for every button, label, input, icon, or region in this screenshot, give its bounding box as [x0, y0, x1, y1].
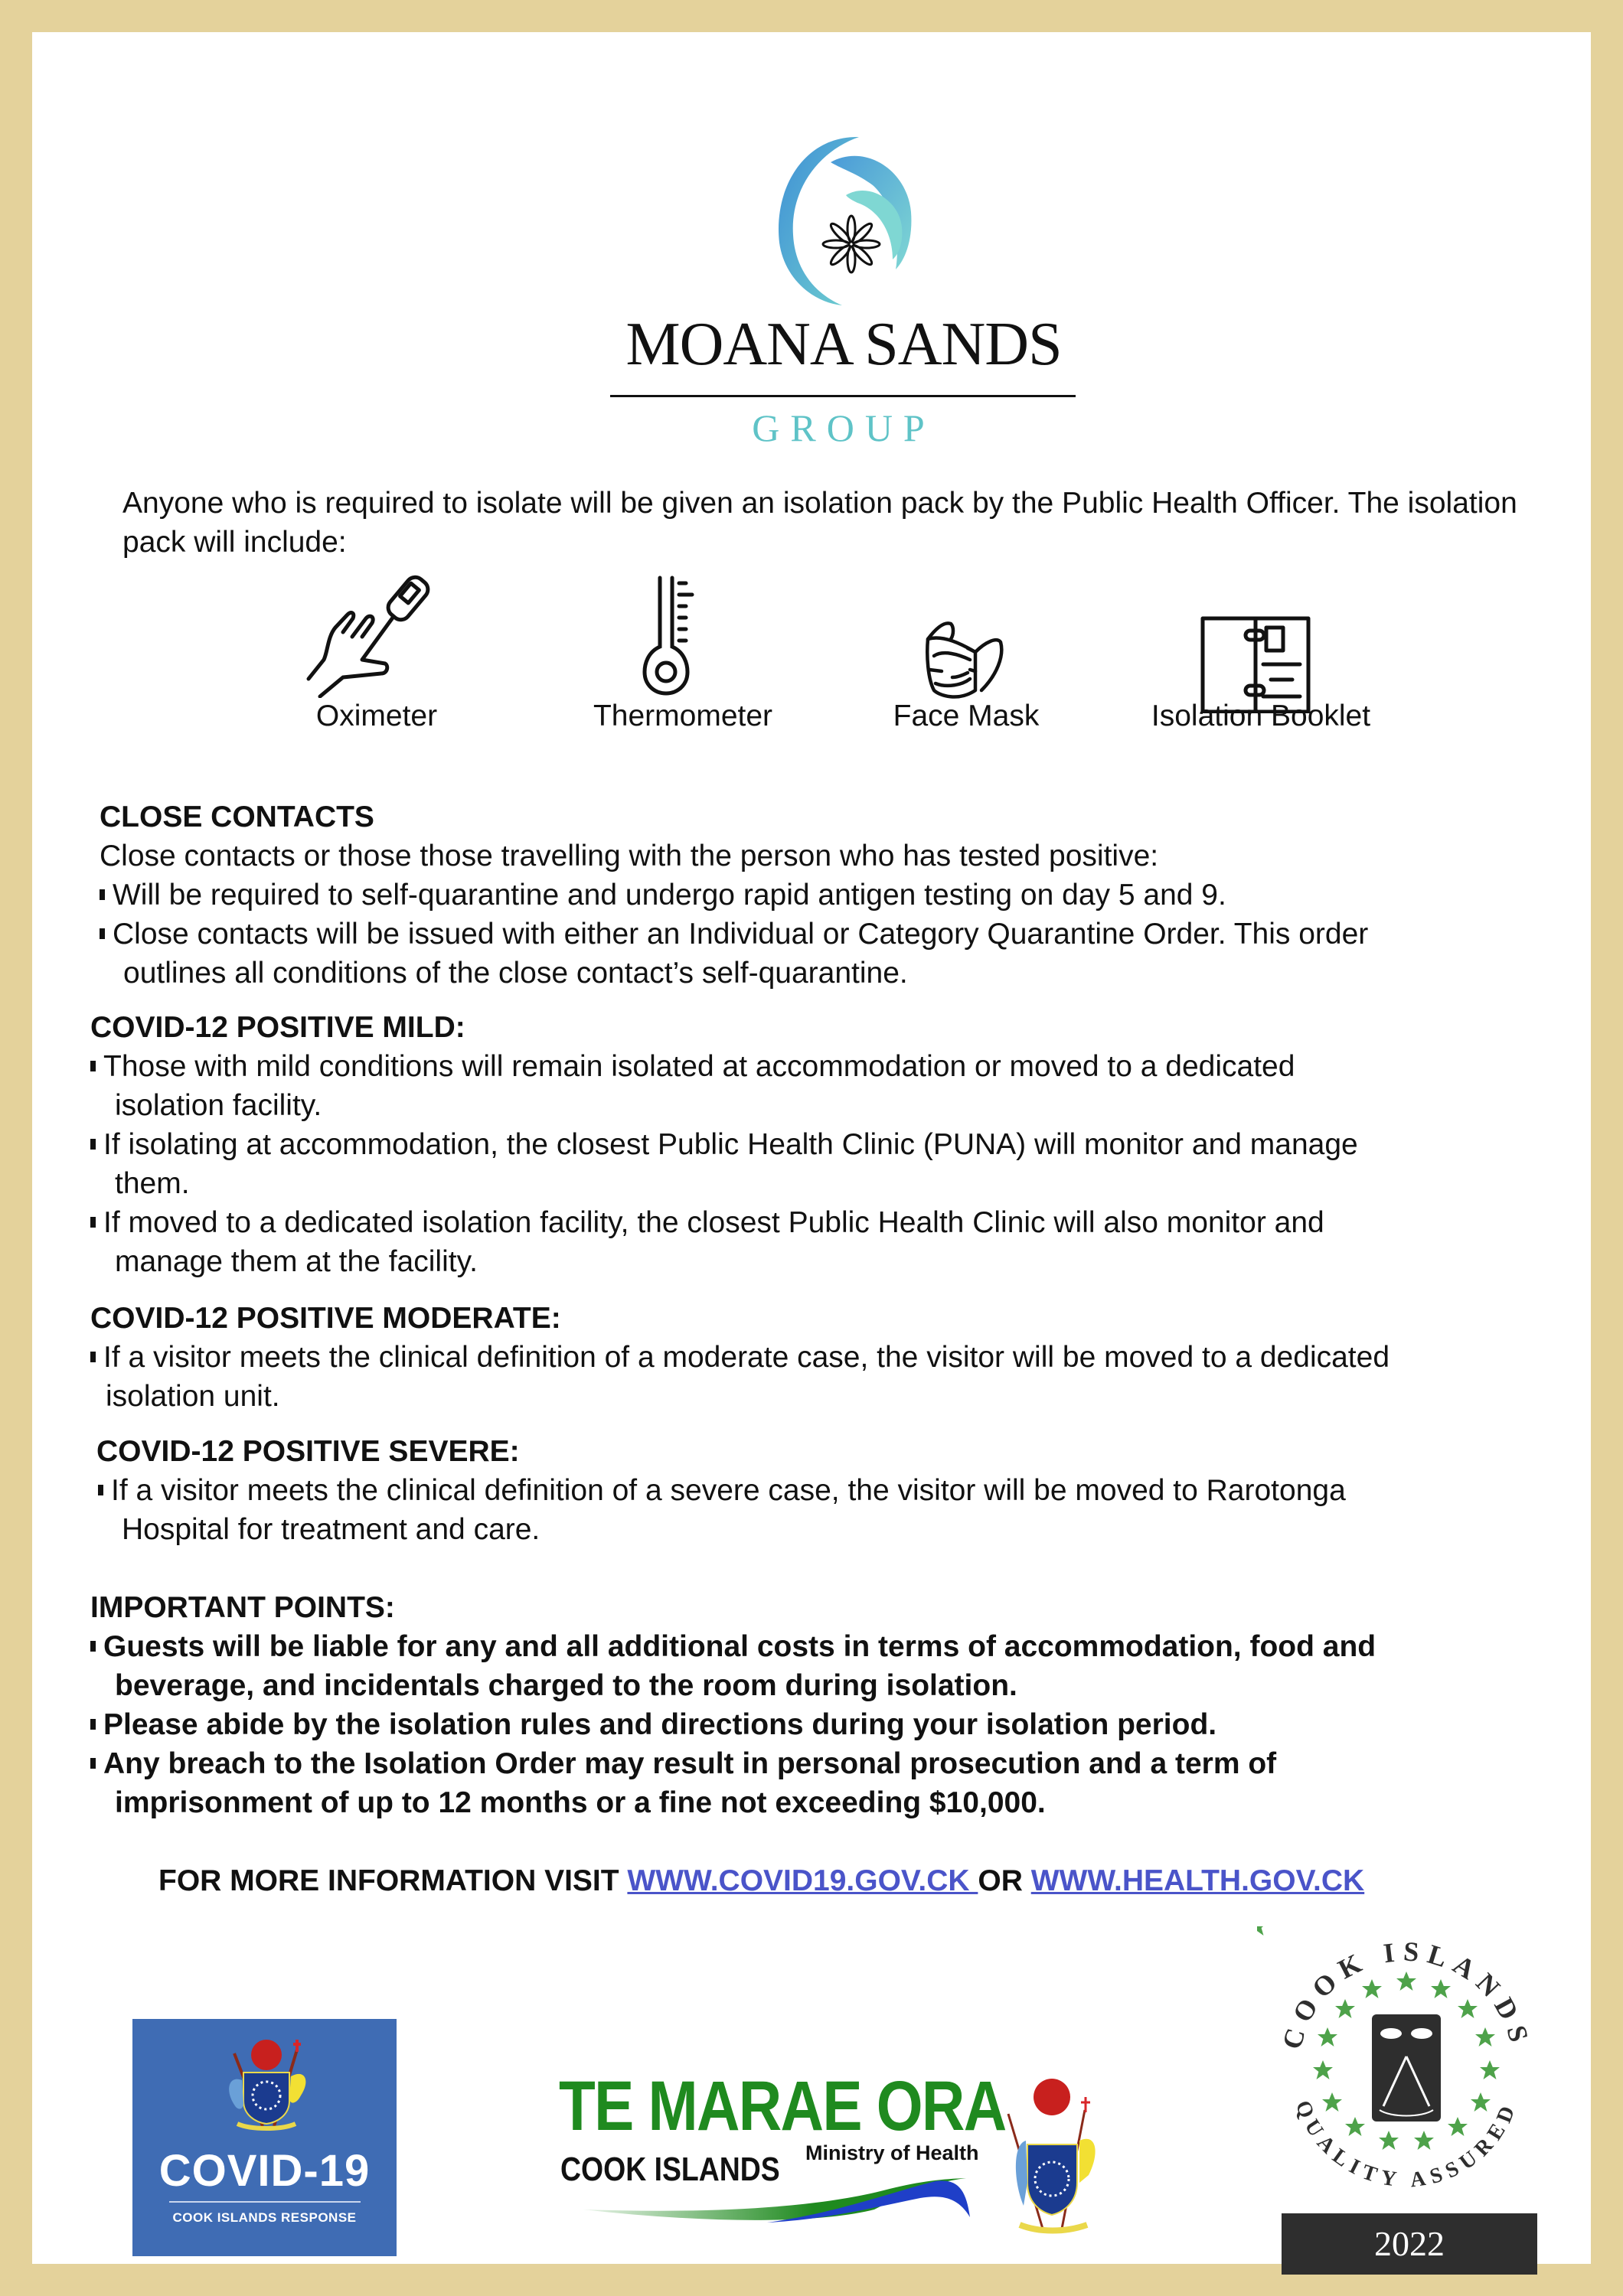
isolation-booklet-icon — [1198, 614, 1313, 713]
covid-title: COVID-19 — [158, 2146, 371, 2196]
bullet-icon — [90, 1352, 96, 1362]
severe-bullet-cont: Hospital for treatment and care. — [122, 1513, 540, 1546]
tiki-figure-icon — [1372, 2014, 1441, 2122]
quality-assured-year: 2022 — [1282, 2213, 1537, 2275]
te-marae-ora-tagline: Ministry of Health — [805, 2141, 979, 2164]
te-marae-ora-title: TE MARAE ORA — [559, 2067, 1006, 2145]
quality-assured-seal-icon — [1257, 1926, 1556, 2210]
bullet-icon — [90, 1139, 96, 1150]
mild-bullet-cont: them. — [115, 1167, 190, 1200]
brand-subtitle: GROUP — [752, 406, 936, 449]
brand-divider — [610, 395, 1076, 397]
bullet-icon — [100, 889, 105, 900]
close-contacts-bullet: Close contacts will be issued with either an Individual or Category Quarantine Order. This order — [100, 915, 1368, 954]
important-bullet: Any breach to the Isolation Order may result in personal prosecution and a term of — [90, 1744, 1276, 1783]
pack-item-label: Face Mask — [893, 700, 1040, 732]
bullet-icon — [90, 1641, 96, 1652]
bullet-icon — [90, 1217, 96, 1228]
bullet-icon — [90, 1719, 96, 1730]
mild-bullet-cont: manage them at the facility. — [115, 1245, 478, 1278]
bullet-icon — [100, 928, 105, 939]
close-contacts-bullet: Will be required to self-quarantine and undergo rapid antigen testing on day 5 and 9. — [100, 876, 1226, 915]
important-bullet: Guests will be liable for any and all additional costs in terms of accommodation, food and — [90, 1627, 1376, 1666]
severe-bullet: If a visitor meets the clinical definition of a severe case, the visitor will be moved to Rarotonga — [98, 1471, 1346, 1510]
mild-bullet: If isolating at accommodation, the closest Public Health Clinic (PUNA) will monitor and manage — [90, 1125, 1358, 1164]
svg-text:QUALITY ASSURED: QUALITY ASSURED — [1290, 2097, 1523, 2193]
ministry-swoosh-icon — [583, 2167, 1012, 2229]
mild-bullet-cont: isolation facility. — [115, 1089, 322, 1122]
covid-response-logo — [132, 2019, 397, 2256]
pack-item-label: Thermometer — [593, 700, 773, 732]
intro-paragraph: Anyone who is required to isolate will be given an isolation pack by the Public Health Officer. The isolation pack will include: — [122, 487, 1517, 559]
moderate-bullet-cont: isolation unit. — [106, 1380, 280, 1413]
mild-bullet: If moved to a dedicated isolation facility, the closest Public Health Clinic will also monitor and — [90, 1203, 1324, 1242]
close-contacts-heading: CLOSE CONTACTS — [100, 801, 374, 833]
close-contacts-lead: Close contacts or those those travelling with the person who has tested positive: — [100, 840, 1159, 872]
pack-item-label: Oximeter — [315, 700, 438, 732]
important-bullet-cont: beverage, and incidentals charged to the room during isolation. — [115, 1669, 1017, 1702]
thermometer-icon — [637, 574, 706, 696]
more-info-prefix: FOR MORE INFORMATION VISIT — [158, 1864, 628, 1897]
severe-heading: COVID-12 POSITIVE SEVERE: — [96, 1435, 520, 1468]
mild-bullet: Those with mild conditions will remain isolated at accommodation or moved to a dedicated — [90, 1047, 1295, 1086]
coat-of-arms-icon — [220, 2038, 312, 2134]
important-bullet-cont: imprisonment of up to 12 months or a fine not exceeding $10,000. — [115, 1786, 1046, 1819]
face-mask-icon — [920, 618, 1008, 702]
ministry-coat-of-arms-icon — [1004, 2068, 1104, 2244]
moderate-heading: COVID-12 POSITIVE MODERATE: — [90, 1302, 561, 1335]
moderate-bullet: If a visitor meets the clinical definition of a moderate case, the visitor will be moved to a dedicated — [90, 1338, 1390, 1377]
moana-sands-wave-logo-icon — [758, 128, 919, 311]
covid-subtitle: COOK ISLANDS RESPONSE — [172, 2210, 357, 2225]
te-marae-ora-country: COOK ISLANDS — [560, 2151, 780, 2188]
bullet-icon — [90, 1758, 96, 1769]
bullet-icon — [90, 1061, 96, 1071]
important-bullet: Please abide by the isolation rules and directions during your isolation period. — [90, 1705, 1216, 1744]
health-gov-link[interactable]: WWW.HEALTH.GOV.CK — [1030, 1864, 1365, 1897]
important-heading: IMPORTANT POINTS: — [90, 1591, 395, 1624]
close-contacts-bullet-cont: outlines all conditions of the close contact’s self-quarantine. — [123, 957, 908, 990]
more-info-line — [158, 1861, 1364, 1900]
notice-page — [32, 32, 1591, 2264]
svg-text:COOK ISLANDS: COOK ISLANDS — [1275, 1936, 1536, 2053]
bullet-icon — [98, 1485, 103, 1495]
mild-heading: COVID-12 POSITIVE MILD: — [90, 1011, 465, 1044]
more-info-or: OR — [978, 1864, 1031, 1897]
covid19-gov-link[interactable]: WWW.COVID19.GOV.CK — [627, 1864, 978, 1897]
pack-item-label: Isolation Booklet — [1151, 700, 1371, 732]
covid-divider — [169, 2201, 361, 2203]
brand-name: MOANA SANDS — [625, 311, 1062, 378]
oximeter-icon — [305, 568, 442, 698]
